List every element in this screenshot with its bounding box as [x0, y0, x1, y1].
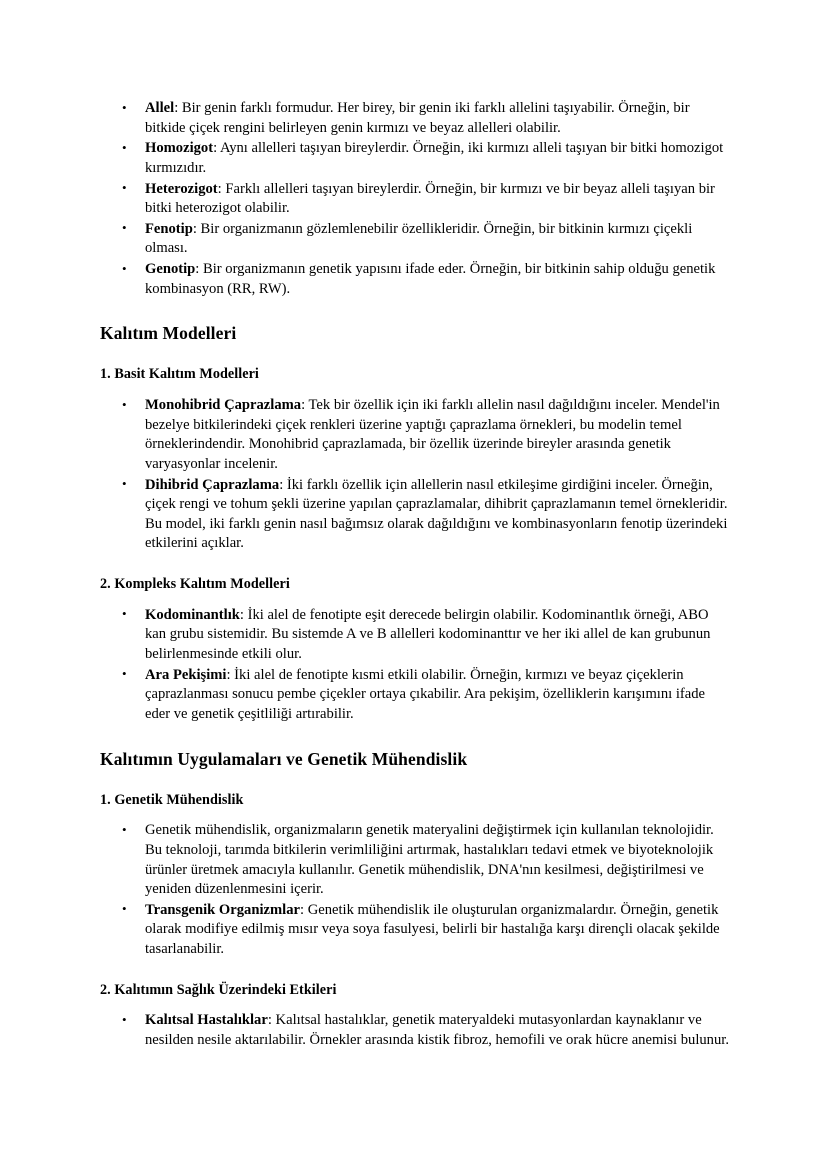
- subsection-heading: 1. Genetik Mühendislik: [100, 791, 244, 808]
- bullet-list: [100, 396, 732, 554]
- list-item-text: : İki alel de fenotipte eşit derecede belirgin olabilir. Kodominantlık örneği, ABO kan grubu sistemidir. Bu sistemde A ve B allelleri kodominanttır ve her iki allel de kan grubunun belirlenmesinde etkili olur.: [145, 606, 711, 662]
- bullet-list: [100, 821, 732, 959]
- list-item-term: Genotip: [145, 261, 196, 277]
- list-item: [100, 901, 732, 960]
- list-item-term: Ara Pekişimi: [145, 666, 227, 683]
- list-item: [100, 606, 732, 665]
- list-item-term: Kodominantlık: [145, 606, 240, 623]
- list-item-term: Dihibrid Çaprazlama: [145, 476, 280, 493]
- list-item: [100, 139, 732, 178]
- list-item-text: : Bir organizmanın gözlemlenebilir özellikleridir. Örneğin, bir bitkinin kırmızı çiçekli olması.: [145, 220, 693, 257]
- section-heading: Kalıtımın Uygulamaları ve Genetik Mühendislik: [100, 748, 468, 769]
- list-item-text: : Farklı allelleri taşıyan bireylerdir. Örneğin, bir kırmızı ve bir beyaz alleli taşıyan bir bitki heterozigot olabilir.: [145, 180, 715, 217]
- list-item: [100, 260, 732, 299]
- list-item-term: Homozigot: [145, 140, 214, 157]
- list-item-text: : Bir organizmanın genetik yapısını ifade eder. Örneğin, bir bitkinin sahip olduğu genetik kombinasyon (RR, RW).: [145, 261, 716, 297]
- bullet-list: [100, 1011, 732, 1050]
- list-item-term: Fenotip: [145, 220, 193, 237]
- list-item-text: : Genetik mühendislik ile oluşturulan organizmalardır. Örneğin, genetik olarak modifiye edilmiş mısır veya soya fasulyesi, belirli bir hastalığa karşı dirençli olacak şekilde tasarlanabilir.: [145, 901, 720, 957]
- list-item: [100, 1011, 732, 1050]
- list-item-term: Transgenik Organizmlar: [145, 901, 300, 918]
- list-item-text: : Tek bir özellik için iki farklı allelin nasıl dağıldığını inceler. Mendel'in bezelye bitkilerindeki çiçek renkleri üzerine yaptığı çaprazlama örnekleri, bu modelin temel örneklerindendir. Monohibrid çaprazlamada, bir özellik üzerinde bireyler arasında genetik varyasyonlar incelenir.: [145, 397, 720, 472]
- list-item-text: : Aynı allelleri taşıyan bireylerdir. Örneğin, iki kırmızı alleli taşıyan bir bitki homozigot kırmızıdır.: [145, 140, 724, 176]
- list-item: [100, 821, 732, 900]
- subsection-heading: 1. Basit Kalıtım Modelleri: [100, 366, 259, 383]
- bullet-list: [100, 606, 732, 725]
- list-item-term: Heterozigot: [145, 180, 218, 197]
- subsection-heading: 2. Kompleks Kalıtım Modelleri: [100, 576, 290, 592]
- subsection-heading: 2. Kalıtımın Sağlık Üzerindeki Etkileri: [100, 981, 337, 998]
- list-item-text: : İki farklı özellik için allellerin nasıl etkileşime girdiğini inceler. Örneğin, çiçek rengi ve tohum şekli üzerine yapılan çaprazlamalar, dihibrit çaprazlamanın temel örnekleridir. Bu model, iki farklı genin nasıl bağımsız olarak dağıldığını ve kombinasyonların fenotip üzerindeki etkilerini açıklar.: [145, 476, 728, 552]
- list-item-text: Genetik mühendislik, organizmaların genetik materyalini değiştirmek için kullanılan teknolojidir. Bu teknoloji, tarımda bitkilerin verimliliğini artırmak, hastalıkları tedavi etmek ve biyoteknolojik ürünler üretmek amacıyla kullanılır. Genetik mühendislik, DNA'nın kesilmesi, değiştirilmesi ve yeniden düzenlenmesini içerir.: [145, 822, 714, 898]
- document-body: [100, 99, 732, 1051]
- list-item: [100, 220, 732, 259]
- list-item-text: : İki alel de fenotipte kısmi etkili olabilir. Örneğin, kırmızı ve beyaz çiçeklerin çaprazlanması sonucu pembe çiçekler ortaya çıkabilir. Ara pekişim, özelliklerin karışımını ifade eder ve genetik çeşitliliği artırabilir.: [145, 666, 706, 722]
- list-item: [100, 180, 732, 219]
- list-item-term: Allel: [145, 100, 175, 116]
- list-item: [100, 666, 732, 725]
- list-item-text: : Bir genin farklı formudur. Her birey, bir genin iki farklı allelini taşıyabilir. Örneğin, bir bitkide çiçek rengini belirleyen genin kırmızı ve beyaz allelleri olabilir.: [145, 100, 690, 136]
- section-heading: Kalıtım Modelleri: [100, 323, 237, 344]
- list-item: [100, 99, 732, 138]
- list-item-term: Monohibrid Çaprazlama: [145, 397, 302, 413]
- list-item: [100, 396, 732, 475]
- list-item: [100, 476, 732, 555]
- list-item-term: Kalıtsal Hastalıklar: [145, 1012, 268, 1029]
- bullet-list: [100, 99, 732, 299]
- list-item-text: : Kalıtsal hastalıklar, genetik materyaldeki mutasyonlardan kaynaklanır ve nesilden nesile aktarılabilir. Örnekler arasında kistik fibroz, hemofili ve orak hücre anemisi bulunur.: [145, 1012, 729, 1048]
